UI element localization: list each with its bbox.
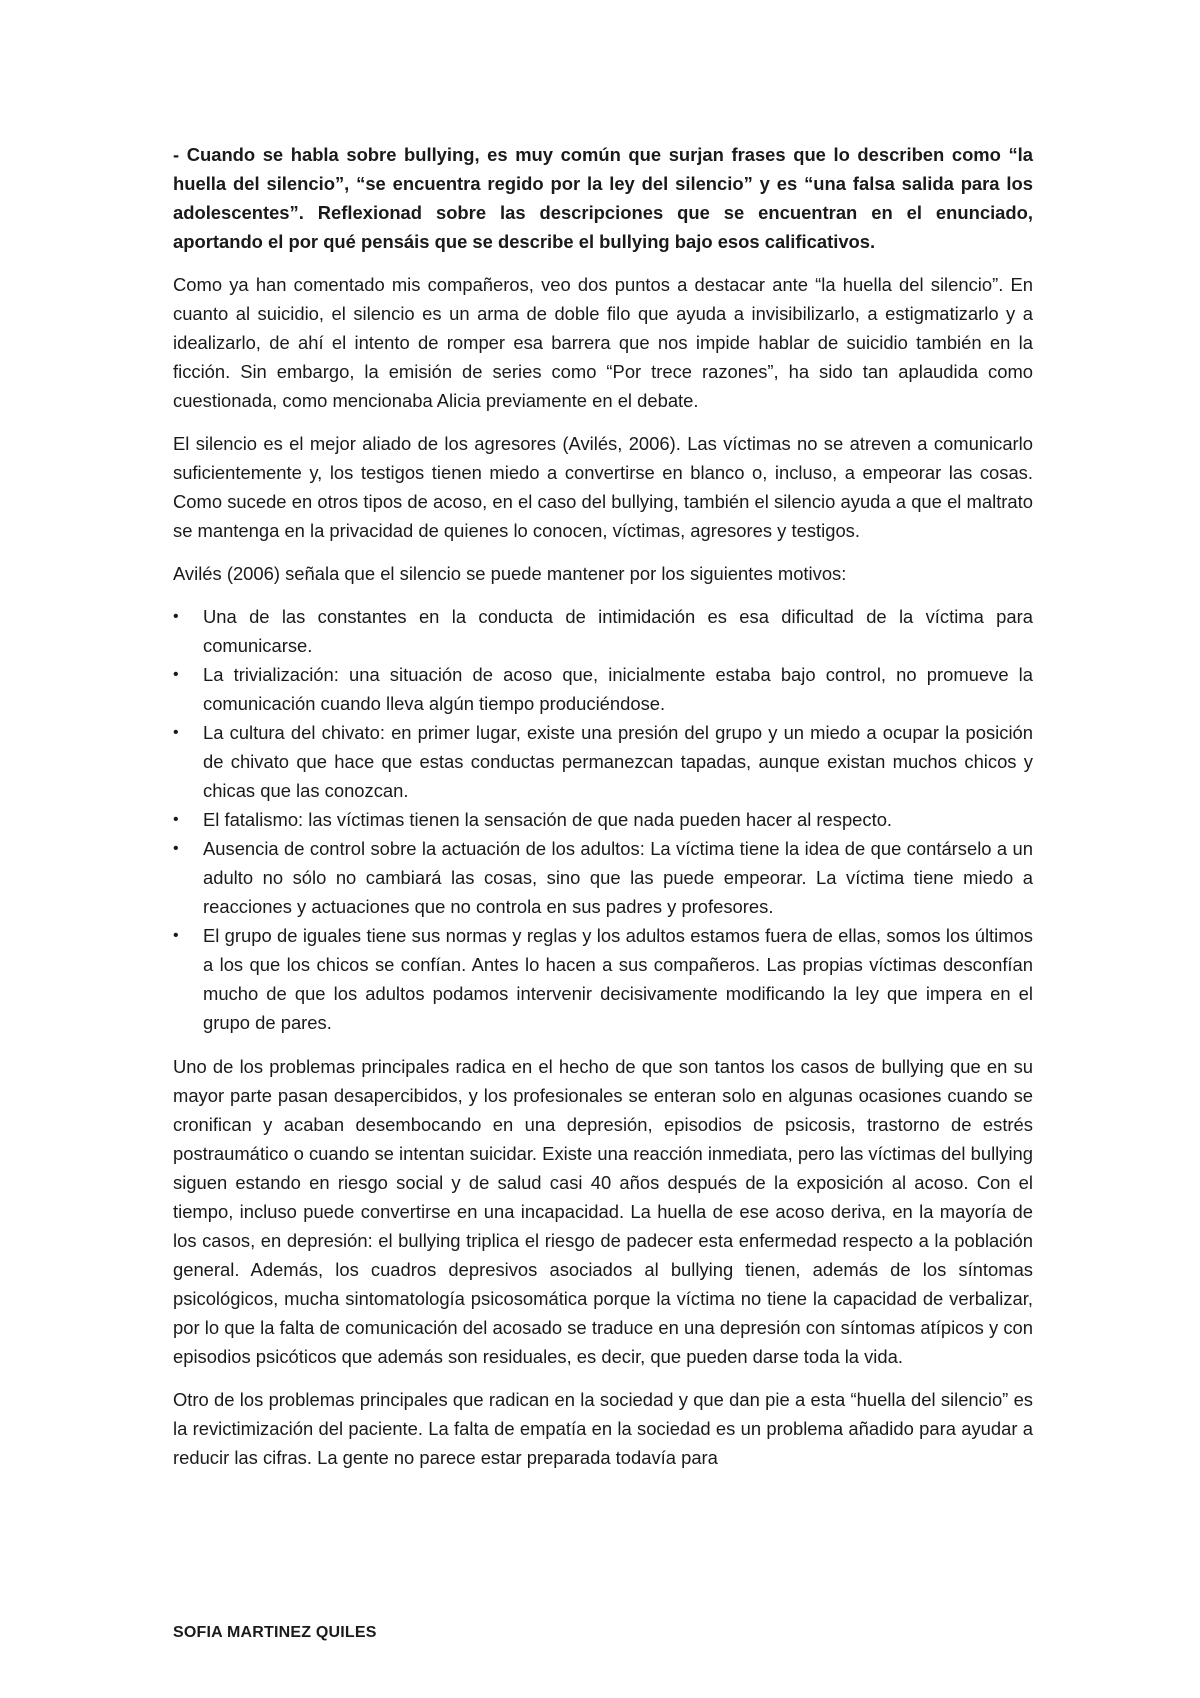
question-prompt: - Cuando se habla sobre bullying, es muy común que surjan frases que lo describen como “la huella del silencio”, “se encuentra regido por la ley del silencio” y es “una falsa salida para los adolescentes”. Reflexionad sobre las descripciones que se encuentran en el enunciado, aportando el por qué pensáis que se describe el bullying bajo esos calificativos. <box>173 144 1033 252</box>
author-footer: SOFIA MARTINEZ QUILES <box>173 1624 377 1641</box>
body-paragraph: Otro de los problemas principales que radican en la sociedad y que dan pie a esta “huella del silencio” es la revictimización del paciente. La falta de empatía en la sociedad es un problema añadido para ayudar a reducir las cifras. La gente no parece estar preparada todavía para <box>173 1389 1033 1468</box>
list-item-text: Una de las constantes en la conducta de intimidación es esa dificultad de la víctima para comunicarse. <box>203 606 1033 656</box>
bullet-icon: • <box>173 608 179 625</box>
body-paragraph: El silencio es el mejor aliado de los agresores (Avilés, 2006). Las víctimas no se atreven a comunicarlo suficientemente y, los testigos tienen miedo a convertirse en blanco o, incluso, a empeorar las cosas. Como sucede en otros tipos de acoso, en el caso del bullying, también el silencio ayuda a que el maltrato se mantenga en la privacidad de quienes lo conocen, víctimas, agresores y testigos. <box>173 433 1033 541</box>
list-item <box>173 660 1033 718</box>
body-paragraph: Como ya han comentado mis compañeros, veo dos puntos a destacar ante “la huella del silencio”. En cuanto al suicidio, el silencio es un arma de doble filo que ayuda a invisibilizarlo, a estigmatizarlo y a idealizarlo, de ahí el intento de romper esa barrera que nos impide hablar de suicidio también en la ficción. Sin embargo, la emisión de series como “Por trece razones”, ha sido tan aplaudida como cuestionada, como mencionaba Alicia previamente en el debate. <box>173 274 1033 411</box>
bullet-icon: • <box>173 724 179 741</box>
list-item-text: Ausencia de control sobre la actuación de los adultos: La víctima tiene la idea de que contárselo a un adulto no sólo no cambiará las cosas, sino que las puede empeorar. La víctima tiene miedo a reacciones y actuaciones que no controla en sus padres y profesores. <box>203 838 1033 917</box>
list-item <box>173 834 1033 921</box>
bullet-icon: • <box>173 840 179 857</box>
list-item-text: La cultura del chivato: en primer lugar, existe una presión del grupo y un miedo a ocupar la posición de chivato que hace que estas conductas permanezcan tapadas, aunque existan muchos chicos y chicas que las conozcan. <box>203 722 1033 801</box>
document-body <box>173 140 1033 1486</box>
bullet-icon: • <box>173 927 179 944</box>
list-item-text: El fatalismo: las víctimas tienen la sensación de que nada pueden hacer al respecto. <box>203 809 893 830</box>
list-item-text: La trivialización: una situación de acoso que, inicialmente estaba bajo control, no promueve la comunicación cuando lleva algún tiempo produciéndose. <box>203 664 1033 714</box>
list-item <box>173 805 1033 834</box>
reasons-list <box>173 602 1033 1037</box>
list-item <box>173 921 1033 1037</box>
bullet-icon: • <box>173 666 179 683</box>
body-paragraph: Uno de los problemas principales radica en el hecho de que son tantos los casos de bullying que en su mayor parte pasan desapercibidos, y los profesionales se enteran solo en algunas ocasiones cuando se cronifican y acaban desembocando en una depresión, episodios de psicosis, trastorno de estrés postraumático o cuando se intentan suicidar. Existe una reacción inmediata, pero las víctimas del bullying siguen estando en riesgo social y de salud casi 40 años después de la exposición al acoso. Con el tiempo, incluso puede convertirse en una incapacidad. La huella de ese acoso deriva, en la mayoría de los casos, en depresión: el bullying triplica el riesgo de padecer esta enfermedad respecto a la población general. Además, los cuadros depresivos asociados al bullying tienen, además de los síntomas psicológicos, mucha sintomatología psicosomática porque la víctima no tiene la capacidad de verbalizar, por lo que la falta de comunicación del acosado se traduce en una depresión con síntomas atípicos y con episodios psicóticos que además son residuales, es decir, que pueden darse toda la vida. <box>173 1056 1033 1367</box>
list-item <box>173 602 1033 660</box>
body-paragraph: Avilés (2006) señala que el silencio se puede mantener por los siguientes motivos: <box>173 563 847 584</box>
list-item <box>173 718 1033 805</box>
list-item-text: El grupo de iguales tiene sus normas y reglas y los adultos estamos fuera de ellas, somos los últimos a los que los chicos se confían. Antes lo hacen a sus compañeros. Las propias víctimas desconfían mucho de que los adultos podamos intervenir decisivamente modificando la ley que impera en el grupo de pares. <box>203 925 1033 1033</box>
bullet-icon: • <box>173 811 179 828</box>
